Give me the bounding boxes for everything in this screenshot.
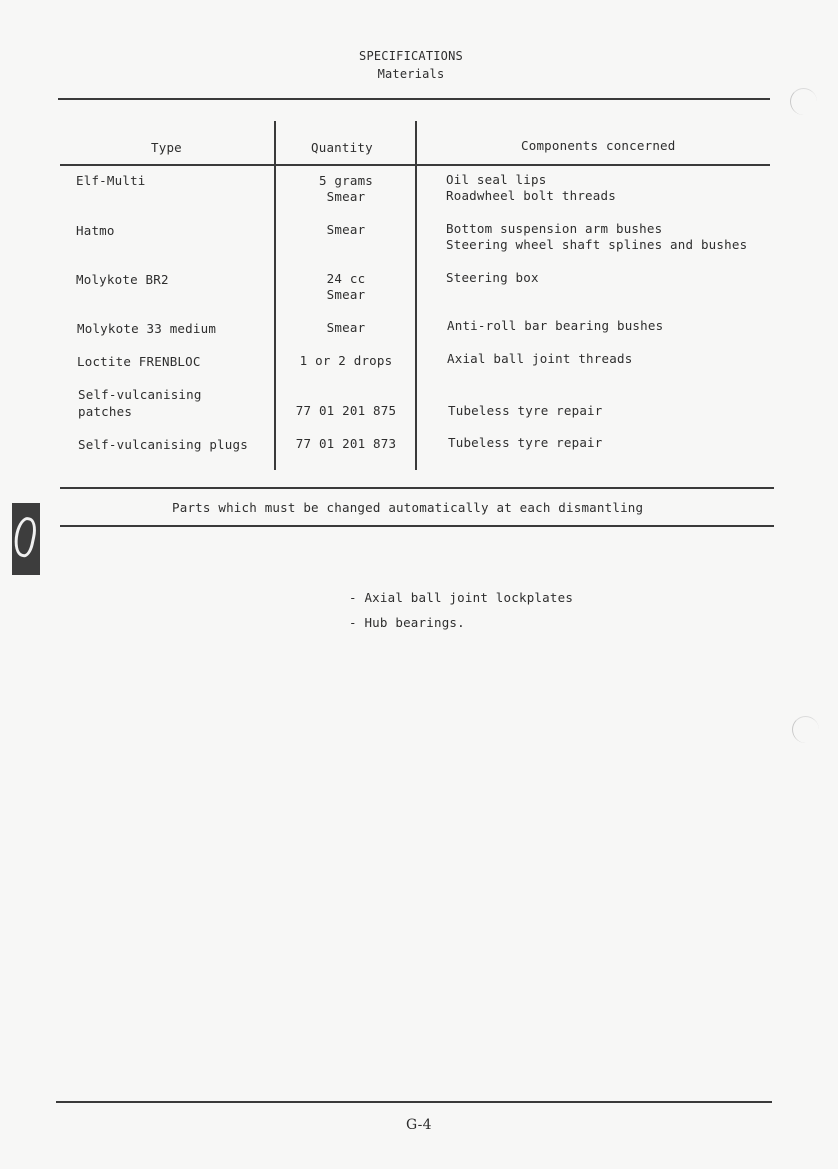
type-cell: patches xyxy=(78,404,133,419)
quantity-cell: Smear xyxy=(326,189,366,204)
type-cell: Hatmo xyxy=(76,223,115,238)
binder-hole-mark xyxy=(790,88,817,115)
page-title: SPECIFICATIONS xyxy=(359,49,463,63)
column-header-components: Components concerned xyxy=(521,138,676,153)
list-item: - Hub bearings. xyxy=(349,615,465,630)
header-divider xyxy=(58,98,770,100)
parts-top-divider xyxy=(60,487,774,489)
quantity-cell: Smear xyxy=(326,287,366,302)
quantity-cell: 77 01 201 873 xyxy=(295,436,397,451)
quantity-cell: 77 01 201 875 xyxy=(295,403,397,418)
type-cell: Loctite FRENBLOC xyxy=(77,354,201,369)
type-cell: Self-vulcanising xyxy=(78,387,202,402)
column-header-quantity: Quantity xyxy=(311,140,373,155)
column-header-type: Type xyxy=(151,140,182,155)
type-cell: Molykote BR2 xyxy=(76,272,169,287)
quantity-cell: Smear xyxy=(326,320,366,335)
footer-divider xyxy=(56,1101,772,1103)
component-cell: Steering wheel shaft splines and bushes xyxy=(446,237,748,252)
component-cell: Axial ball joint threads xyxy=(447,351,633,366)
type-cell: Elf-Multi xyxy=(76,173,146,188)
parts-bottom-divider xyxy=(60,525,774,527)
component-cell: Tubeless tyre repair xyxy=(448,403,603,418)
quantity-cell: 1 or 2 drops xyxy=(299,353,393,368)
component-cell: Bottom suspension arm bushes xyxy=(446,221,663,236)
quantity-cell: Smear xyxy=(326,222,366,237)
type-cell: Molykote 33 medium xyxy=(77,321,217,336)
page-number: G-4 xyxy=(406,1117,432,1133)
type-cell: Self-vulcanising plugs xyxy=(78,437,248,452)
list-item: - Axial ball joint lockplates xyxy=(349,590,574,605)
page-subtitle: Materials xyxy=(377,67,445,81)
binder-hole-mark xyxy=(792,716,819,743)
quantity-cell: 5 grams xyxy=(318,173,374,188)
component-cell: Tubeless tyre repair xyxy=(448,435,603,450)
component-cell: Anti-roll bar bearing bushes xyxy=(447,318,664,333)
parts-heading: Parts which must be changed automatically at each dismantling xyxy=(172,500,644,515)
table-header-divider xyxy=(60,164,770,166)
component-cell: Oil seal lips xyxy=(446,172,547,187)
component-cell: Roadwheel bolt threads xyxy=(446,188,616,203)
section-tab-icon xyxy=(12,503,40,575)
component-cell: Steering box xyxy=(446,270,539,285)
quantity-cell: 24 cc xyxy=(326,271,366,286)
